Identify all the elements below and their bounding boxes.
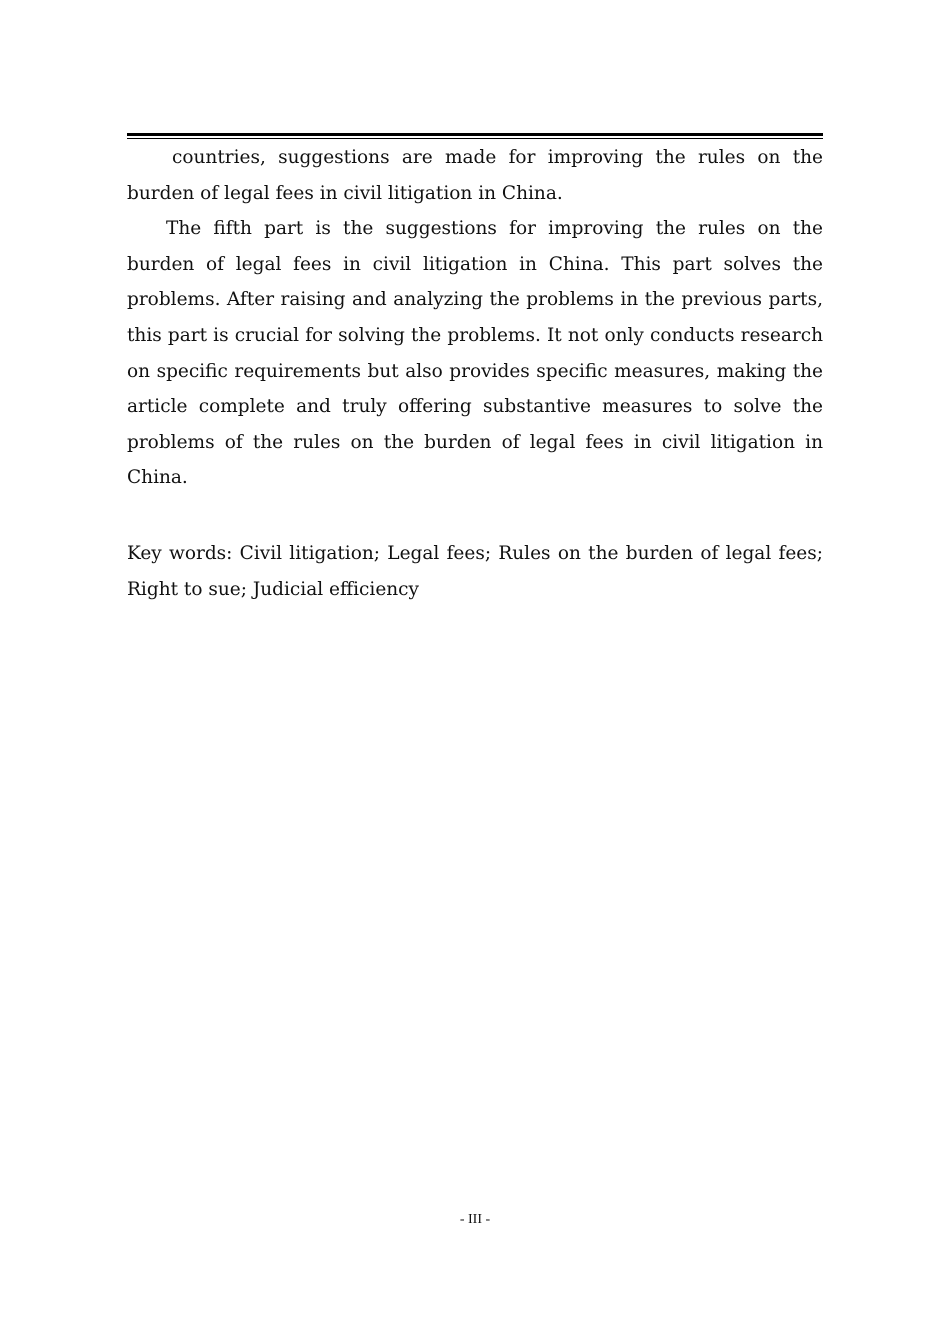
page-number: - III -: [459, 1212, 491, 1227]
body-text: [127, 140, 823, 607]
header-rule-thin-line: [127, 138, 823, 139]
paragraph-continued: countries, suggestions are made for improving the rules on the burden of legal fees in civil litigation in China.: [127, 147, 823, 204]
header-rule: [127, 133, 823, 139]
keywords: Key words: Civil litigation; Legal fees; Rules on the burden of legal fees; Right to sue; Judicial efficiency: [127, 542, 823, 600]
header-rule-thick-line: [127, 133, 823, 136]
paragraph-fifth-part: The fifth part is the suggestions for improving the rules on the burden of legal fees in civil litigation in China. This part solves the problems. After raising and analyzing the problems in the previous parts, this part is crucial for solving the problems. It not only conducts research on specific requirements but also provides specific measures, making the article complete and truly offering substantive measures to solve the problems of the rules on the burden of legal fees in civil litigation in China.: [127, 218, 823, 489]
